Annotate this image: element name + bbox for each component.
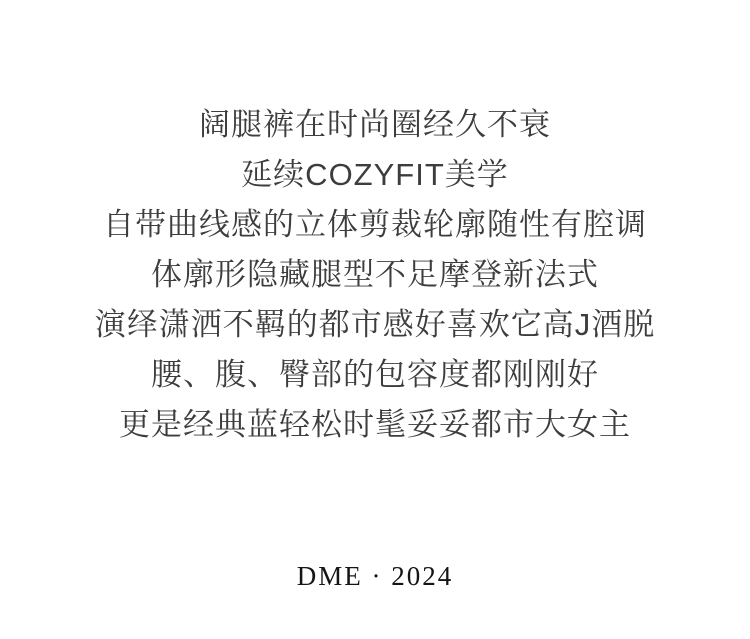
poster-line-3: 自带曲线感的立体剪裁轮廓随性有腔调 (103, 207, 647, 242)
poster-line-2: 延续COZYFIT美学 (241, 157, 509, 192)
poster-line-5: 演绎潇洒不羁的都市感好喜欢它高J酒脱 (94, 307, 656, 342)
poster-line-7: 更是经典蓝轻松时髦妥妥都市大女主 (119, 407, 631, 442)
poster-line-1: 阔腿裤在时尚圈经久不衰 (199, 107, 551, 142)
poster-line-4: 体廓形隐藏腿型不足摩登新法式 (151, 257, 599, 292)
brand-year-label: DME · 2024 (296, 561, 454, 591)
poster-line-6: 腰、腹、臀部的包容度都刚刚好 (151, 357, 599, 392)
